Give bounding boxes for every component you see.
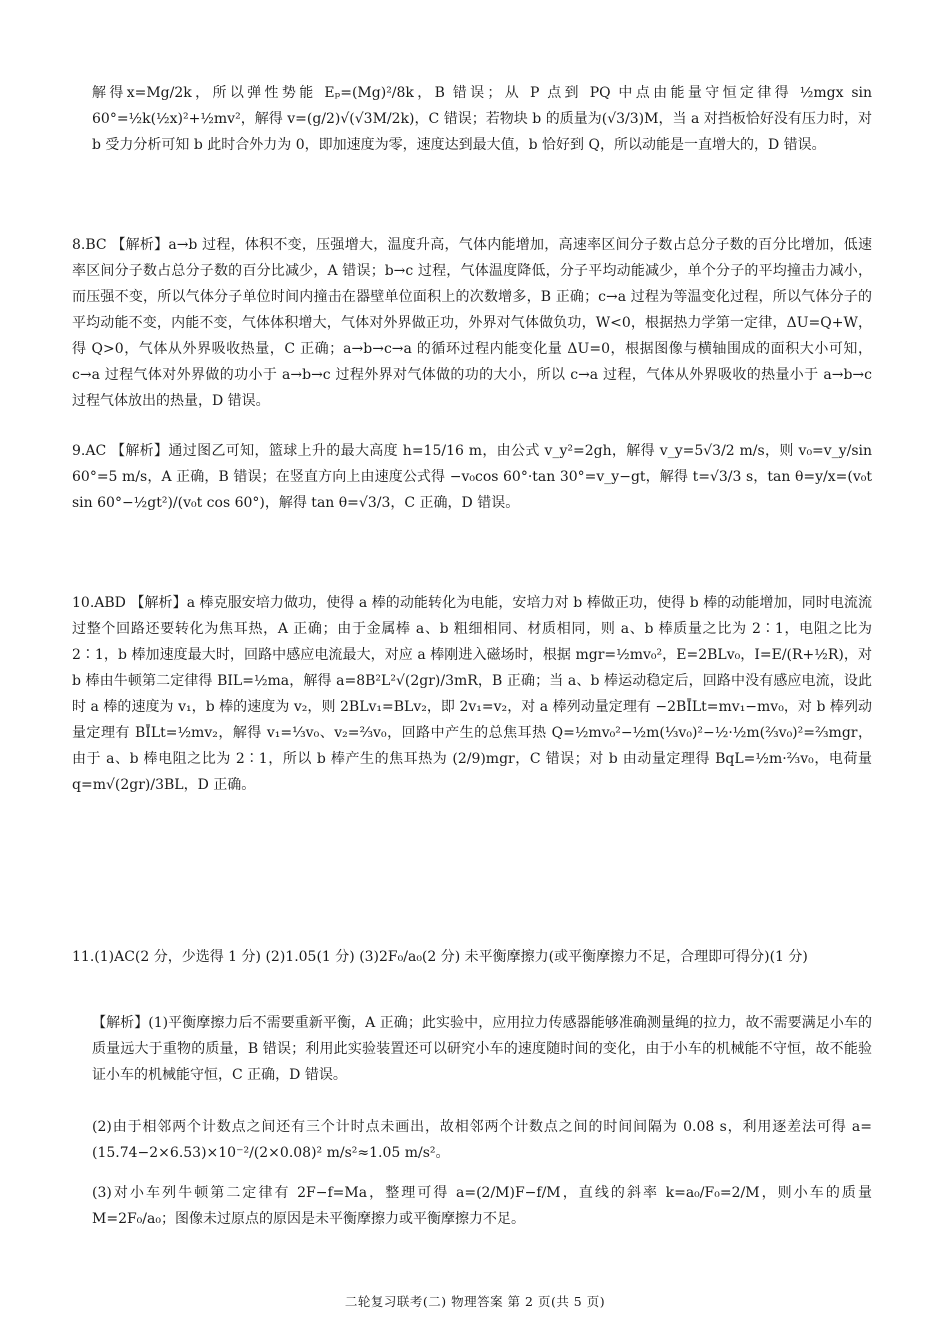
answer-q11-part2: (2)由于相邻两个计数点之间还有三个计时点未画出，故相邻两个计数点之间的时间间隔为 0.08 s，利用逐差法可得 a=(15.74−2×6.53)×10⁻²/(2×0.08)² m/s²≈1.05 m/s²。 <box>92 1119 872 1161</box>
answer-q8: 8.BC 【解析】a→b 过程，体积不变，压强增大，温度升高，气体内能增加，高速率区间分子数占总分子数的百分比增加，低速率区间分子数占总分子数的百分比减少，A 错误；b→c 过程，气体温度降低，分子平均动能减少，单个分子的平均撞击力减小，而压强不变，所以气体分子单位时间内撞击在器壁单位面积上的次数增多，B 正确；c→a 过程为等温变化过程，所以气体分子的平均动能不变，内能不变，气体体积增大，气体对外界做正功，外界对气体做负功，W<0，根据热力学第一定律，ΔU=Q+W，得 Q>0，气体从外界吸收热量，C 正确；a→b→c→a 的循环过程内能变化量 ΔU=0，根据图像与横轴围成的面积大小可知，c→a 过程气体对外界做的功小于 a→b→c 过程外界对气体做的功的大小，所以 c→a 过程，气体从外界吸收的热量小于 a→b→c 过程气体放出的热量，D 错误。 <box>72 237 872 409</box>
answer-q11-summary: 11.(1)AC(2 分，少选得 1 分) (2)1.05(1 分) (3)2F₀/a₀(2 分) 未平衡摩擦力(或平衡摩擦力不足，合理即可得分)(1 分) <box>72 949 808 965</box>
page-footer: 二轮复习联考(二) 物理答案 第 2 页(共 5 页) <box>344 1294 606 1309</box>
paragraph-q7-continued: 解得x=Mg/2k，所以弹性势能 Eₚ=(Mg)²/8k，B 错误；从 P 点到 PQ 中点由能量守恒定律得 ½mgx sin 60°=½k(½x)²+½mv²，解得 v=(g/2)√(√3M/2k)，C 错误；若物块 b 的质量为(√3/3)M，当 a 对挡板恰好没有压力时，对 b 受力分析可知 b 此时合外力为 0，即加速度为零，速度达到最大值，b 恰好到 Q，所以动能是一直增大的，D 错误。 <box>92 85 872 153</box>
answer-q11-part1: 【解析】(1)平衡摩擦力后不需要重新平衡，A 正确；此实验中，应用拉力传感器能够准确测量绳的拉力，故不需要满足小车的质量远大于重物的质量，B 错误；利用此实验装置还可以研究小车的速度随时间的变化，由于小车的机械能不守恒，故不能验证小车的机械能守恒，C 正确，D 错误。 <box>92 1015 872 1083</box>
answer-q10: 10.ABD 【解析】a 棒克服安培力做功，使得 a 棒的动能转化为电能，安培力对 b 棒做正功，使得 b 棒的动能增加，同时电流流过整个回路还要转化为焦耳热，A 正确；由于金属棒 a、b 粗细相同、材质相同，则 a、b 棒质量之比为 2∶1，电阻之比为 2∶1，b 棒加速度最大时，回路中感应电流最大，对应 a 棒刚进入磁场时，根据 mgr=½mv₀²，E=2BLv₀，I=E/(R+½R)，对 b 棒由牛顿第二定律得 BIL=½ma，解得 a=8B²L²√(2gr)/3mR，B 正确；当 a、b 棒运动稳定后，回路中没有感应电流，设此时 a 棒的速度为 v₁，b 棒的速度为 v₂，则 2BLv₁=BLv₂，即 2v₁=v₂，对 a 棒列动量定理有 −2BĪLt=mv₁−mv₀，对 b 棒列动量定理有 BĪLt=½mv₂，解得 v₁=⅓v₀、v₂=⅔v₀，回路中产生的总焦耳热 Q=½mv₀²−½m(⅓v₀)²−½·½m(⅔v₀)²=⅔mgr，由于 a、b 棒电阻之比为 2∶1，所以 b 棒产生的焦耳热为 (2/9)mgr，C 错误；对 b 由动量定理得 BqL=½m·⅔v₀，电荷量 q=m√(2gr)/3BL，D 正确。 <box>72 595 872 793</box>
answer-q9: 9.AC 【解析】通过图乙可知，篮球上升的最大高度 h=15/16 m，由公式 v_y²=2gh，解得 v_y=5√3/2 m/s，则 v₀=v_y/sin 60°=5 m/s，A 正确，B 错误；在竖直方向上由速度公式得 −v₀cos 60°·tan 30°=v_y−gt，解得 t=√3/3 s，tan θ=y/x=(v₀t sin 60°−½gt²)/(v₀t cos 60°)，解得 tan θ=√3/3，C 正确，D 错误。 <box>72 443 872 511</box>
answer-q11-part3: (3)对小车列牛顿第二定律有 2F−f=Ma，整理可得 a=(2/M)F−f/M，直线的斜率 k=a₀/F₀=2/M，则小车的质量 M=2F₀/a₀；图像未过原点的原因是未平衡摩擦力或平衡摩擦力不足。 <box>92 1185 872 1227</box>
